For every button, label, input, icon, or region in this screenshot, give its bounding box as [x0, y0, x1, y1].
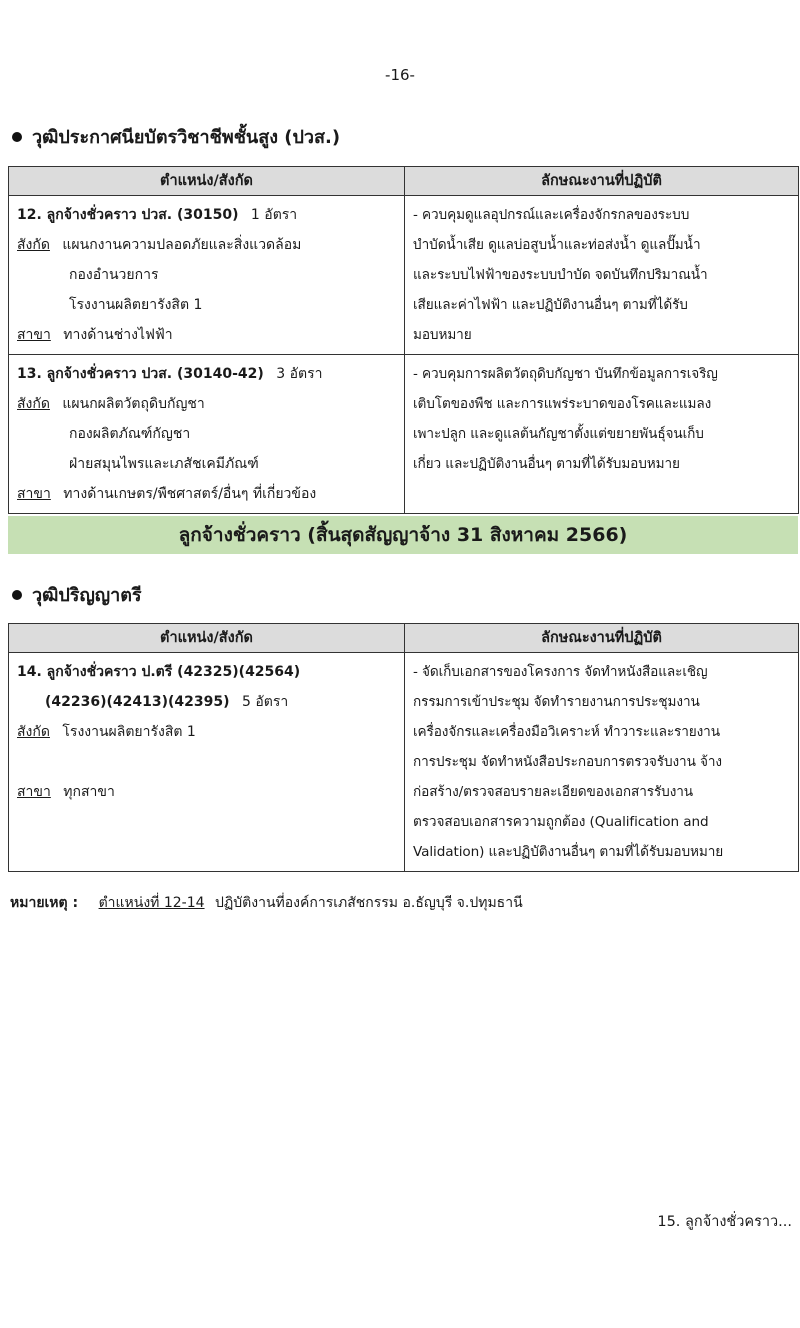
duty-line: ตรวจสอบเอกสารความถูกต้อง (Qualification and [413, 814, 709, 830]
branch-value: ทางด้านเกษตร/พืชศาสตร์/อื่นๆ ที่เกี่ยวข้อง [63, 486, 317, 502]
section-heading-text: วุฒิปริญญาตรี [32, 585, 142, 606]
affiliation-line: แผนกผลิตวัตถุดิบกัญชา [62, 396, 205, 412]
branch-value: ทางด้านช่างไฟฟ้า [63, 327, 173, 343]
duty-line: - ควบคุมการผลิตวัตถุดิบกัญชา บันทึกข้อมูลการเจริญ [413, 366, 718, 382]
branch-label: สาขา [17, 784, 51, 800]
affiliation-line: โรงงานผลิตยารังสิต 1 [62, 724, 196, 740]
position-count: 5 อัตรา [241, 694, 289, 710]
duty-line: เพาะปลูก และดูแลต้นกัญชาตั้งแต่ขยายพันธุ์จนเก็บ [413, 426, 704, 442]
branch-label: สาขา [17, 486, 51, 502]
position-cell [9, 196, 405, 355]
duties-cell [405, 653, 799, 872]
position-title: 13. ลูกจ้างชั่วคราว ปวส. (30140-42) [17, 366, 264, 382]
duty-line: การประชุม จัดทำหนังสือประกอบการตรวจรับงาน จ้าง [413, 754, 722, 770]
duty-line: - ควบคุมดูแลอุปกรณ์และเครื่องจักรกลของระบบ [413, 207, 690, 223]
section-heading-bachelor [12, 580, 142, 609]
positions-table-bachelor [8, 623, 799, 872]
affiliation-label: สังกัด [17, 237, 50, 253]
position-title: 14. ลูกจ้างชั่วคราว ป.ตรี (42325)(42564) [17, 664, 301, 680]
note [10, 892, 523, 914]
bullet-icon [12, 590, 22, 600]
branch-value: ทุกสาขา [63, 784, 115, 800]
column-header-duties: ลักษณะงานที่ปฏิบัติ [405, 624, 799, 653]
affiliation-line: ฝ่ายสมุนไพรและเภสัชเคมีภัณฑ์ [69, 456, 259, 472]
affiliation-line: กองอำนวยการ [69, 267, 159, 283]
position-cell [9, 653, 405, 872]
position-cell [9, 355, 405, 514]
duty-line: Validation) และปฏิบัติงานอื่นๆ ตามที่ได้รับมอบหมาย [413, 844, 724, 860]
next-page-continuation: 15. ลูกจ้างชั่วคราว... [657, 1214, 792, 1230]
position-count: 1 อัตรา [250, 207, 298, 223]
section-heading-text: วุฒิประกาศนียบัตรวิชาชีพชั้นสูง (ปวส.) [32, 127, 341, 148]
table-row [9, 653, 799, 872]
duty-line: เครื่องจักรและเครื่องมือวิเคราะห์ ทำวาระและรายงาน [413, 724, 720, 740]
duty-line: มอบหมาย [413, 327, 472, 343]
position-title: 12. ลูกจ้างชั่วคราว ปวส. (30150) [17, 207, 239, 223]
affiliation-label: สังกัด [17, 724, 50, 740]
contract-banner: ลูกจ้างชั่วคราว (สิ้นสุดสัญญาจ้าง 31 สิงหาคม 2566) [8, 516, 798, 554]
duty-line: และระบบไฟฟ้าของระบบบำบัด จดบันทึกปริมาณน้ำ [413, 267, 708, 283]
duty-line: เติบโตของพืช และการแพร่ระบาดของโรคและแมลง [413, 396, 712, 412]
column-header-position: ตำแหน่ง/สังกัด [9, 624, 405, 653]
duty-line: ก่อสร้าง/ตรวจสอบรายละเอียดของเอกสารรับงาน [413, 784, 693, 800]
column-header-position: ตำแหน่ง/สังกัด [9, 167, 405, 196]
table-row [9, 355, 799, 514]
affiliation-label: สังกัด [17, 396, 50, 412]
duty-line: เกี่ยว และปฏิบัติงานอื่นๆ ตามที่ได้รับมอบหมาย [413, 456, 680, 472]
duty-line: บำบัดน้ำเสีย ดูแลบ่อสูบน้ำและท่อส่งน้ำ ดูแลปั๊มน้ำ [413, 237, 701, 253]
table-row [9, 196, 799, 355]
duty-line: กรรมการเข้าประชุม จัดทำรายงานการประชุมงาน [413, 694, 700, 710]
affiliation-line: แผนกงานความปลอดภัยและสิ่งแวดล้อม [62, 237, 302, 253]
positions-table-diploma [8, 166, 799, 514]
branch-label: สาขา [17, 327, 51, 343]
column-header-duties: ลักษณะงานที่ปฏิบัติ [405, 167, 799, 196]
bullet-icon [12, 132, 22, 142]
page-number: -16- [385, 66, 415, 84]
position-title-cont: (42236)(42413)(42395) [45, 694, 230, 710]
note-label: หมายเหตุ : [10, 895, 79, 911]
note-text: ปฏิบัติงานที่องค์การเภสัชกรรม อ.ธัญบุรี จ.ปทุมธานี [215, 895, 523, 911]
duties-cell [405, 196, 799, 355]
affiliation-line: กองผลิตภัณฑ์กัญชา [69, 426, 191, 442]
duty-line: เสียและค่าไฟฟ้า และปฏิบัติงานอื่นๆ ตามที่ได้รับ [413, 297, 688, 313]
affiliation-line: โรงงานผลิตยารังสิต 1 [69, 297, 203, 313]
note-reference: ตำแหน่งที่ 12-14 [98, 895, 205, 911]
duties-cell [405, 355, 799, 514]
duty-line: - จัดเก็บเอกสารของโครงการ จัดทำหนังสือและเชิญ [413, 664, 708, 680]
section-heading-diploma [12, 122, 340, 151]
position-count: 3 อัตรา [276, 366, 323, 382]
